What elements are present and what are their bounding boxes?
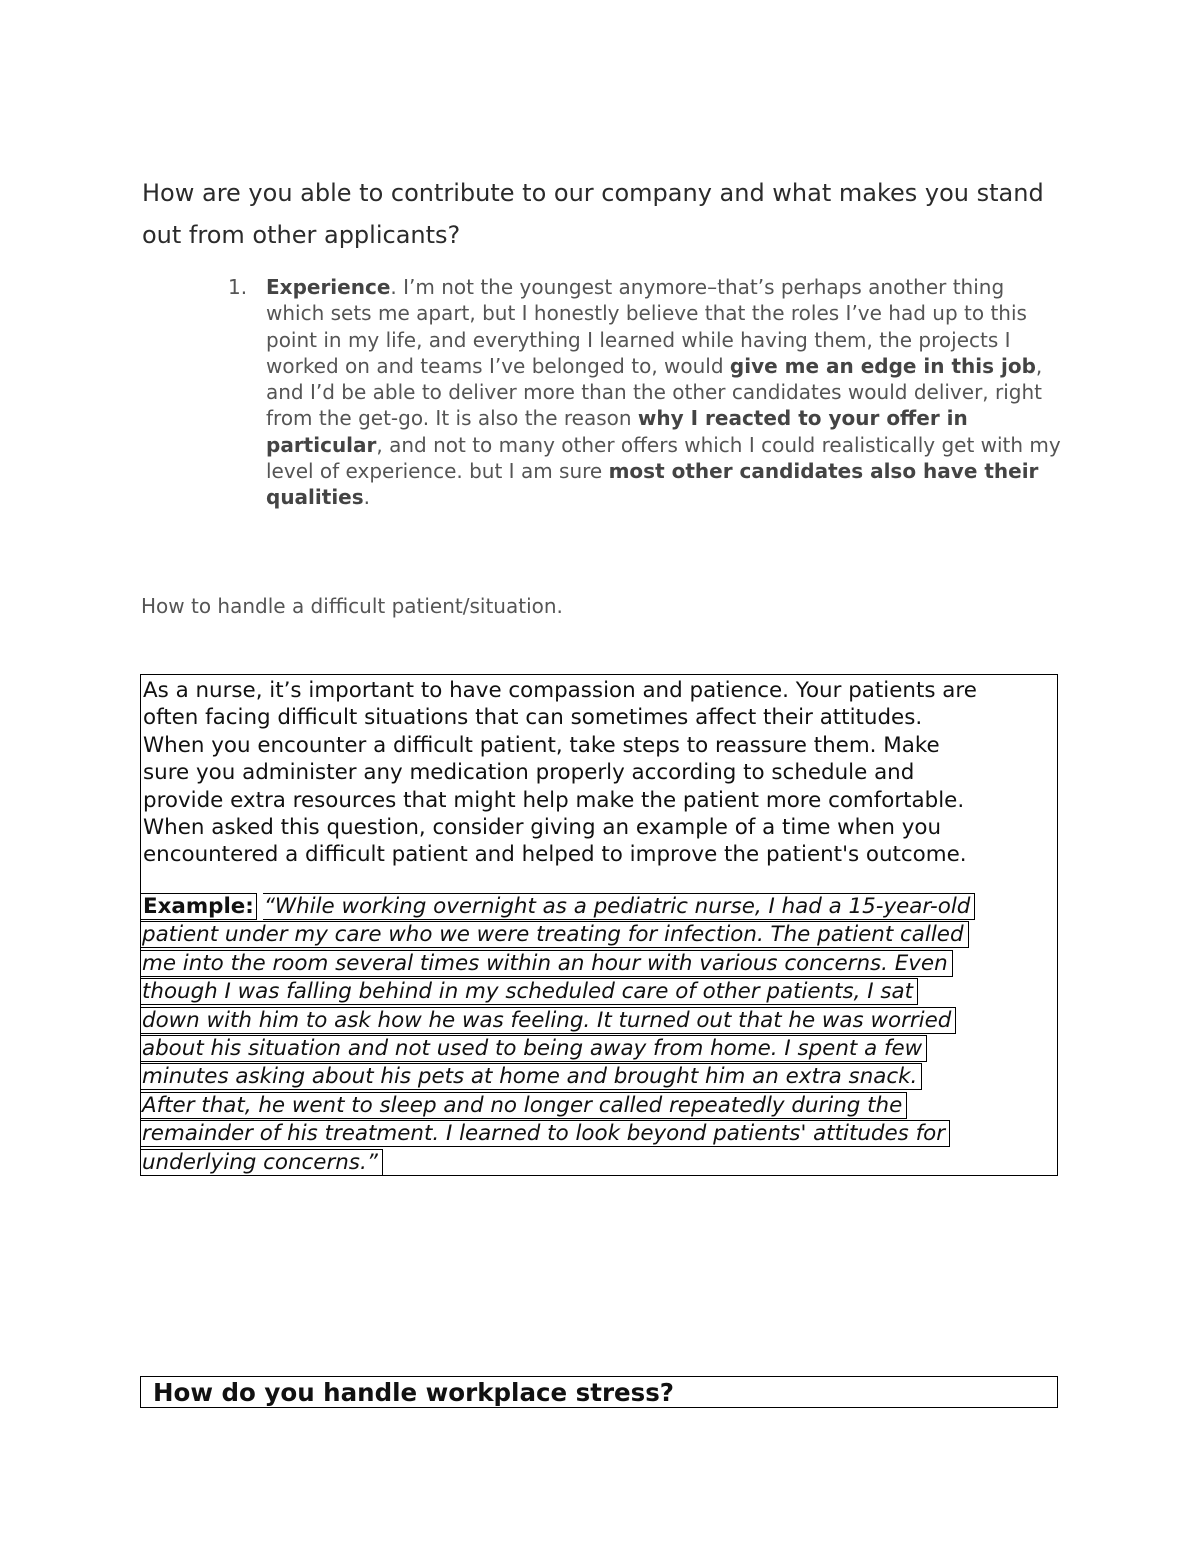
answer-line: encountered a difficult patient and helped to improve the patient's outcome. [143,842,967,868]
answer-list [228,274,1068,511]
list-text-part-1: . I’m not the youngest anymore–that’s perhaps another thing which sets me apart, but I honestly believe that the roles I’ve had up to this point in my life, and everything I learned while having them, the projects I worked on and teams I’ve belonged to, would [266,275,1027,378]
example-label: Example: [141,893,257,920]
answer-text-box [140,674,1058,1176]
example-text: After that, he went to sleep and no longer called repeatedly during the [141,1092,907,1119]
question-contribute-heading: How are you able to contribute to our company and what makes you stand out from other applicants? [142,179,1044,249]
example-block [141,893,1058,1176]
example-text: “While working overnight as a pediatric nurse, I had a 15-year-old [263,893,976,920]
example-line [141,893,1058,921]
question-workplace-stress: How do you handle workplace stress? [153,1378,675,1407]
example-text: patient under my care who we were treating for infection. The patient called [141,921,969,948]
question-difficult-patient: How to handle a difficult patient/situation. [141,594,563,618]
answer-paragraph [143,677,1058,869]
example-line [141,1149,1058,1176]
example-text: minutes asking about his pets at home and brought him an extra snack. [141,1063,922,1090]
list-text-part-4: . [363,485,371,510]
example-line [141,978,1058,1006]
list-bold-qualities: most other candidates also have their qualities [266,459,1039,510]
answer-line: sure you administer any medication properly according to schedule and [143,760,915,786]
list-text-part-2: , and I’d be able to deliver more than the other candidates would deliver, right from the get-go. It is also the reason [266,353,1043,431]
answer-line: As a nurse, it’s important to have compassion and patience. Your patients are [143,678,977,703]
answer-line: When asked this question, consider giving an example of a time when you [143,815,942,841]
example-line [141,921,1058,949]
answer-line: often facing difficult situations that can sometimes affect their attitudes. [143,705,923,731]
answer-line: When you encounter a difficult patient, take steps to reassure them. Make [143,732,940,758]
question-workplace-stress-box [140,1376,1058,1408]
example-text: about his situation and not used to being away from home. I spent a few [141,1035,927,1062]
example-text: underlying concerns.” [141,1149,383,1176]
list-item [228,274,1068,511]
example-line [141,1035,1058,1063]
example-line [141,1092,1058,1120]
example-line [141,950,1058,978]
example-text: down with him to ask how he was feeling. It turned out that he was worried [141,1007,956,1034]
example-line [141,1063,1058,1091]
list-text-part-3: , and not to many other offers which I could realistically get with my level of experience. but I am sure [266,432,1061,484]
list-bold-reacted: why I reacted to your offer in particular [266,406,968,457]
list-number: 1. [228,275,248,299]
example-text: remainder of his treatment. I learned to look beyond patients' attitudes for [141,1120,950,1147]
answer-line: provide extra resources that might help make the patient more comfortable. [143,787,965,813]
example-text: me into the room several times within an hour with various concerns. Even [141,950,953,977]
term-experience: Experience [266,275,391,299]
example-line [141,1007,1058,1035]
example-text: though I was falling behind in my scheduled care of other patients, I sat [141,978,918,1005]
list-bold-edge: give me an edge in this job [729,353,1036,378]
example-line [141,1120,1058,1148]
